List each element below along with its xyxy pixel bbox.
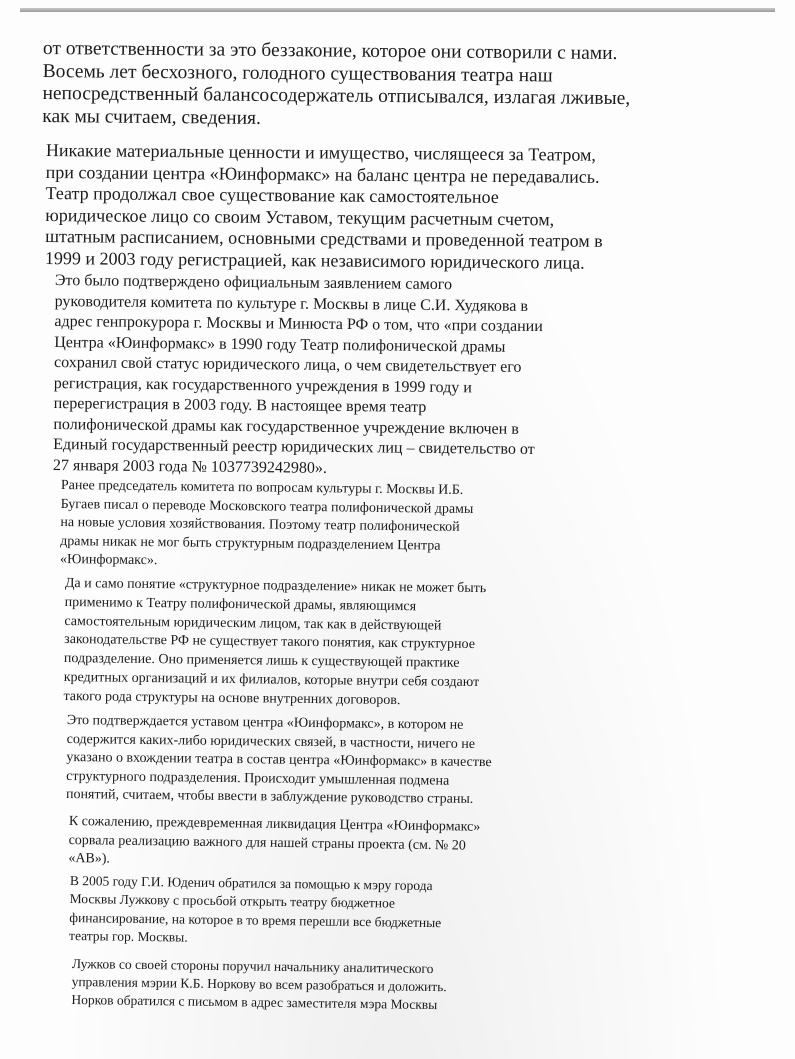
- text-line: Бугаев писал о переводе Московского театра полифонической драмы: [60, 496, 474, 517]
- text-line: управления мэрии К.Б. Норкову во всем разобраться и доложить.: [71, 973, 447, 995]
- top-border-rule: [20, 8, 775, 12]
- paragraph-7: [68, 813, 480, 874]
- text-line: применимо к Театру полифонической драмы, являющимся: [64, 594, 417, 615]
- paragraph-9: [71, 955, 447, 1014]
- text-line: перерегистрация в 2003 году. В настоящее время театр: [53, 394, 427, 416]
- text-line: драмы никак не мог быть структурным подразделением Центра: [60, 533, 441, 554]
- text-line: К сожалению, преждевременная ликвидация Центра «Юинформакс»: [68, 813, 481, 835]
- text-line: Ранее председатель комитета по вопросам культуры г. Москвы И.Б.: [60, 477, 464, 498]
- text-line: Да и само понятие «структурное подразделение» никак не может быть: [64, 575, 487, 597]
- text-line: юридическое лицо со своим Уставом, текущим расчетным счетом,: [45, 204, 555, 229]
- text-line: штатным расписанием, основными средствами и проведенной театром в: [45, 225, 603, 251]
- text-line: Восемь лет бесхозного, голодного существования театра наш: [42, 60, 553, 86]
- paragraph-4: [60, 477, 474, 575]
- text-line: Центра «Юинформакс» в 1990 году Театр полифонической драмы: [54, 333, 506, 356]
- text-line: понятий, считаем, чтобы ввести в заблуждение руководство страны.: [65, 786, 474, 807]
- text-line: полифонической драмы как государственное учреждение включен в: [53, 415, 519, 438]
- text-line: такого рода структуры на основе внутренних договоров.: [63, 688, 401, 708]
- paragraph-2: [45, 140, 604, 274]
- text-line: «Юинформакс».: [59, 551, 158, 569]
- text-line: содержится каких-либо юридических связей, в частности, ничего не: [66, 731, 476, 752]
- text-line: непосредственный балансосодержатель отписывался, излагая лживые,: [42, 82, 631, 110]
- text-line: сорвала реализацию важного для нашей страны проекта (см. № 20: [68, 832, 466, 854]
- text-line: регистрация, как государственного учреждения в 1999 году и: [53, 374, 472, 396]
- text-line: как мы считаем, сведения.: [42, 105, 262, 129]
- text-line: В 2005 году Г.И. Юденич обратился за помощью к мэру города: [69, 872, 433, 894]
- text-line: финансирование, на которое в то время перешли все бюджетные: [69, 909, 442, 930]
- text-line: сохранил свой статус юридического лица, о чем свидетельствует его: [53, 353, 522, 376]
- text-line: указано о вхождении театра в состав центра «Юинформакс» в качестве: [66, 749, 492, 771]
- paragraph-1: [42, 38, 630, 133]
- text-line: Это было подтверждено официальным заявлением самого: [54, 271, 453, 294]
- text-line: подразделение. Оно применяется лишь к существующей практике: [63, 651, 460, 672]
- paragraph-5: [63, 575, 486, 712]
- text-line: кредитных организаций и их филиалов, которые внутри себя создают: [63, 669, 480, 691]
- text-line: Лужков со своей стороны поручил начальнику аналитического: [71, 955, 434, 977]
- text-line: самостоятельным юридическим лицом, так как в действующей: [64, 613, 442, 634]
- paragraph-8: [69, 872, 442, 950]
- text-line: на новые условия хозяйствования. Поэтому театр полифонической: [60, 514, 460, 535]
- paragraph-6: [66, 712, 492, 810]
- text-line: адрес генпрокурора г. Москвы и Минюста РФ о том, что «при создании: [54, 312, 543, 336]
- text-line: при создании центра «Юинформакс» на баланс центра не передавались.: [45, 161, 600, 187]
- text-line: Норков обратился с письмом в адрес заместителя мэра Москвы: [71, 991, 438, 1013]
- text-line: Это подтверждается уставом центра «Юинформакс», в котором не: [66, 712, 464, 733]
- text-line: от ответственности за это беззаконие, которое они сотворили с нами.: [42, 38, 618, 65]
- text-line: руководителя комитета по культуре г. Москвы в лице С.И. Худякова в: [54, 292, 529, 315]
- text-line: Москвы Лужкову с просьбой открыть театру бюджетное: [69, 891, 396, 911]
- text-line: 27 января 2003 года № 1037739242980».: [52, 456, 327, 477]
- text-line: театры гор. Москвы.: [69, 927, 188, 945]
- text-line: структурного подразделения. Происходит умышленная подмена: [66, 768, 450, 789]
- text-line: законодательстве РФ не существует такого понятия, как структурное: [64, 632, 476, 653]
- text-line: Единый государственный реестр юридических лиц – свидетельство от: [53, 435, 535, 459]
- text-line: Никакие материальные ценности и имущество, числящееся за Театром,: [45, 140, 597, 165]
- text-line: Театр продолжал свое существование как самостоятельное: [45, 182, 499, 207]
- text-line: 1999 и 2003 году регистрацией, как независимого юридического лица.: [44, 247, 585, 273]
- text-line: «АВ»).: [68, 850, 111, 867]
- paragraph-3: [53, 271, 543, 481]
